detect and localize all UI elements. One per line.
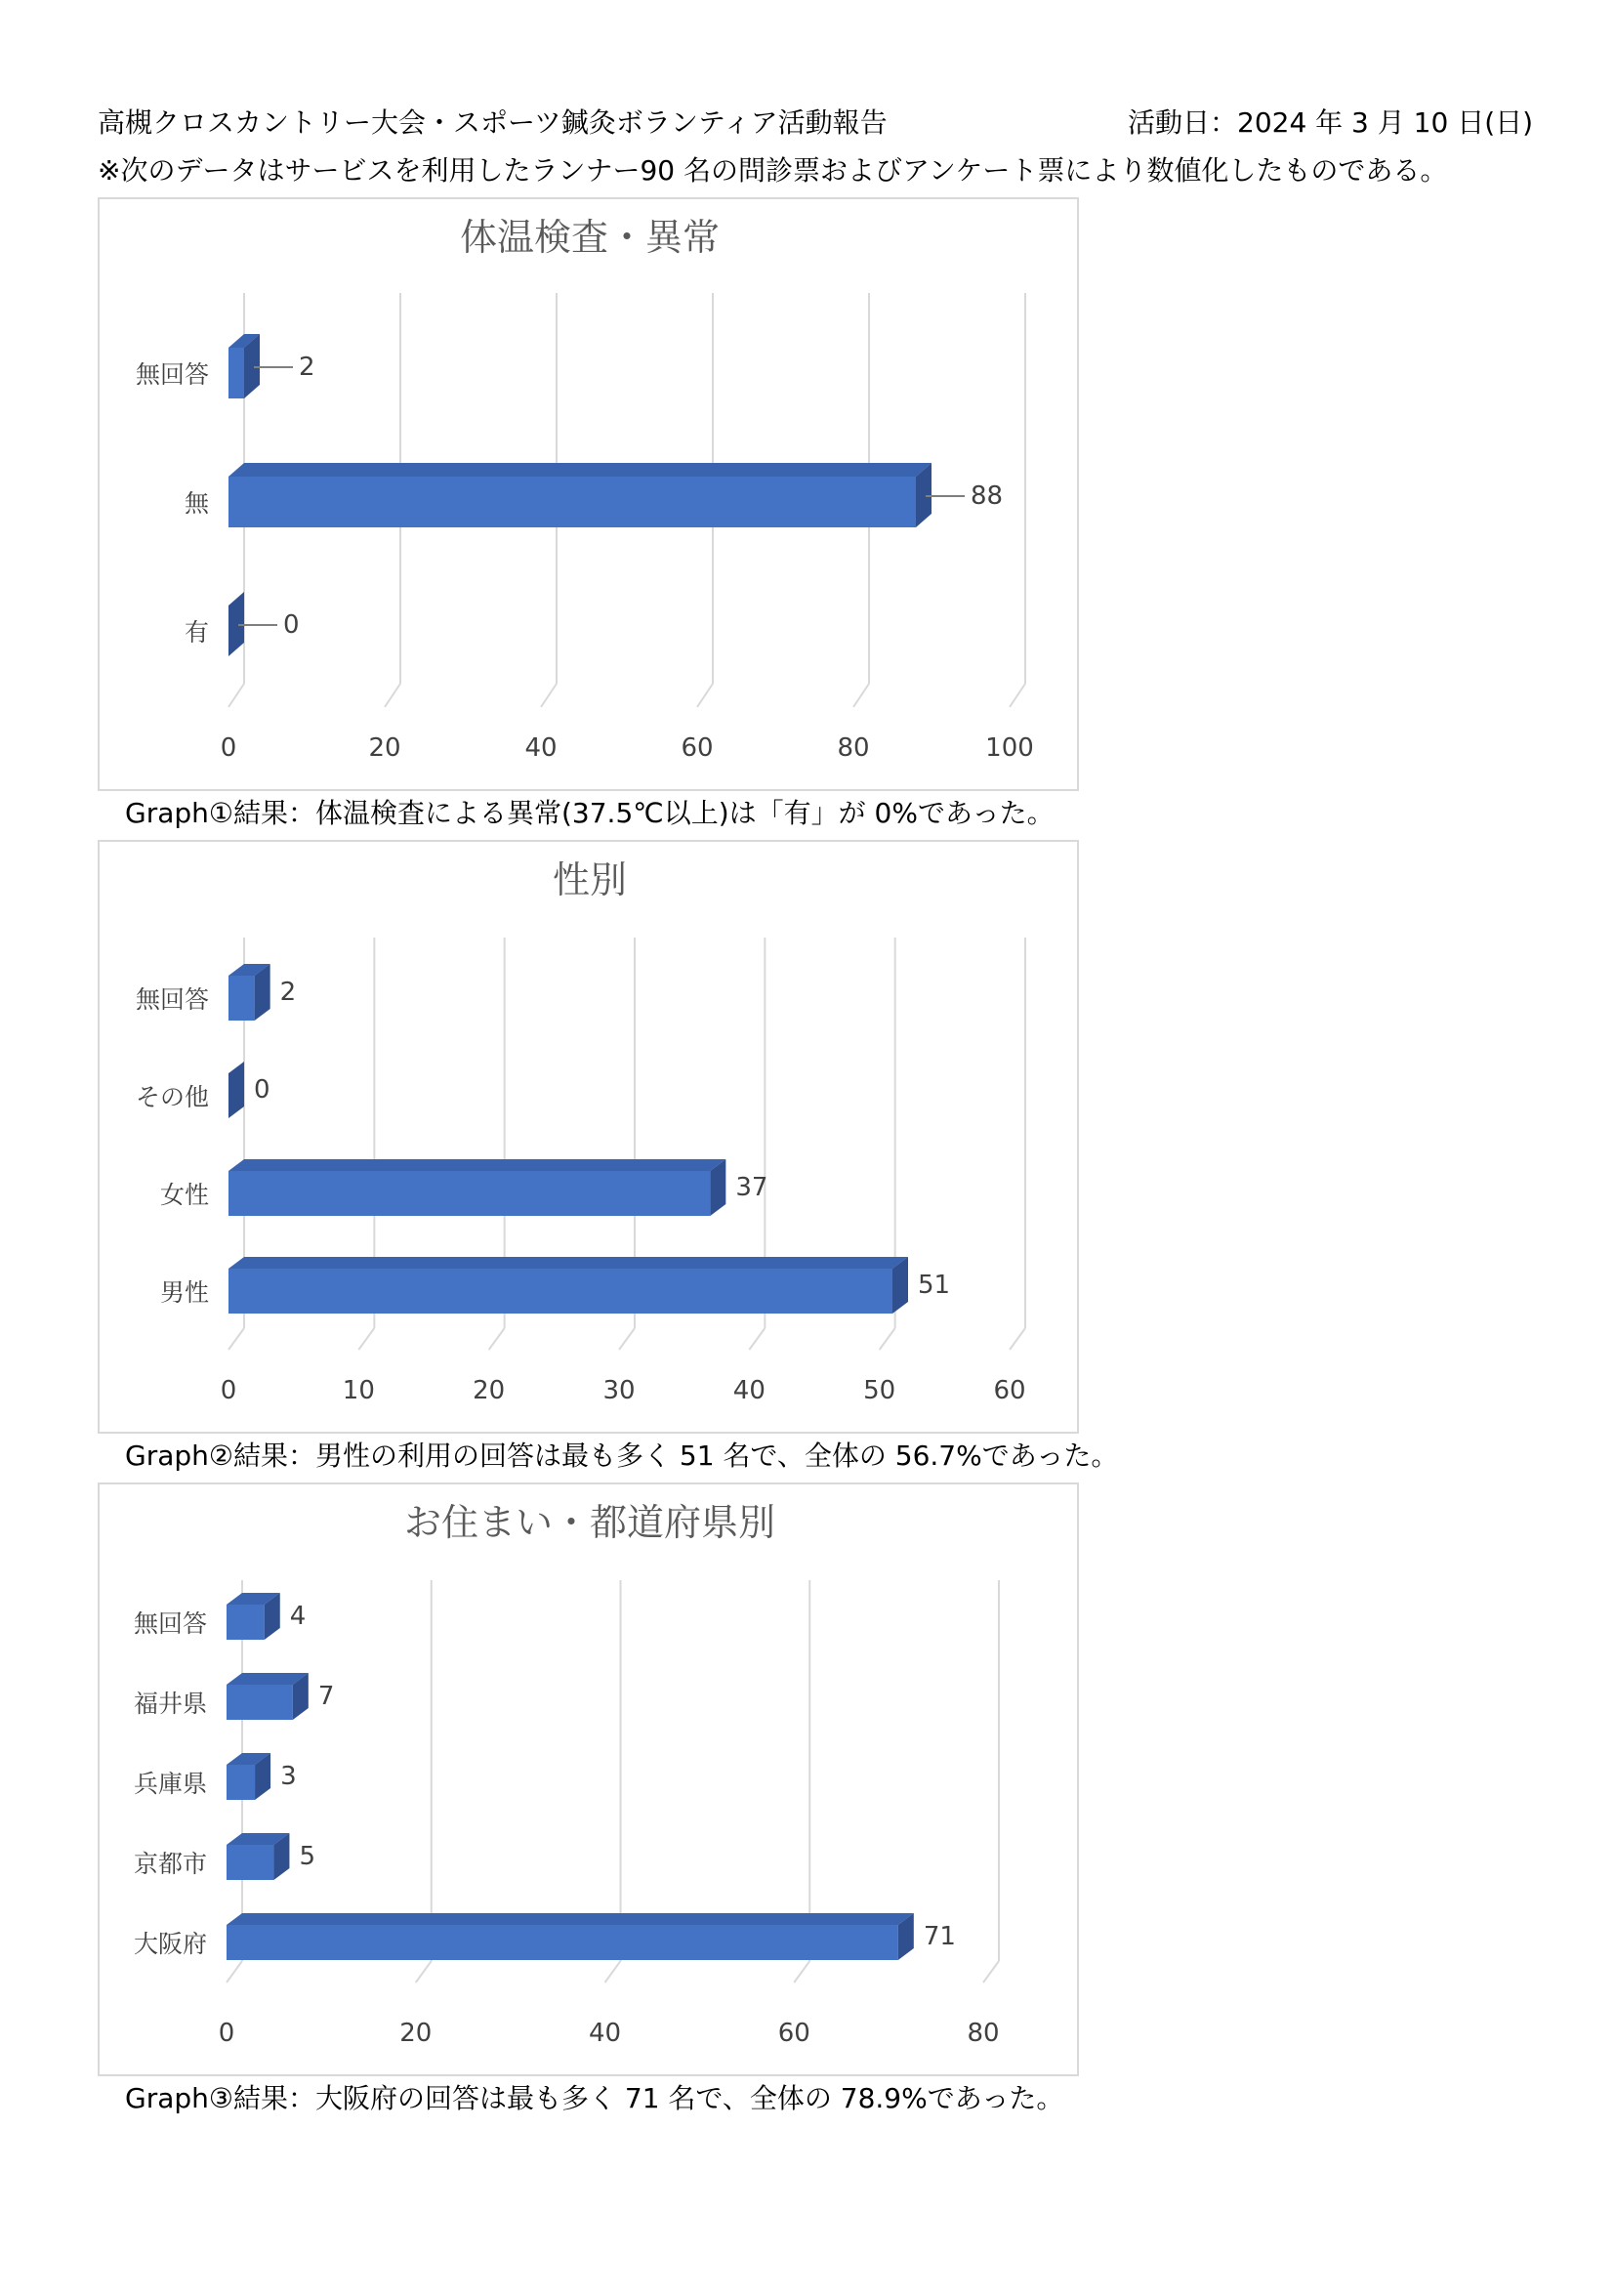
data-note: ※次のデータはサービスを利用したランナー90 名の問診票およびアンケート票により数値化したものである。 (98, 154, 1448, 187)
data-label: 7 (317, 1682, 335, 1711)
x-tick-label: 80 (837, 733, 870, 763)
bar-front (228, 976, 255, 1021)
category-label: 兵庫県 (133, 1770, 207, 1798)
x-tick-label: 30 (602, 1376, 636, 1405)
category-label: 無回答 (135, 985, 209, 1014)
x-tick-label: 20 (473, 1376, 506, 1405)
chart-title: お住まい・都道府県別 (403, 1501, 776, 1544)
gridline-floor (794, 1961, 809, 1983)
bar-top (228, 463, 932, 477)
bar-front (227, 1925, 898, 1960)
report-title: 高槻クロスカントリー大会・スポーツ鍼灸ボランティア活動報告 (98, 106, 888, 139)
gridline-floor (416, 1961, 432, 1983)
gridline-floor (749, 1328, 765, 1350)
bar-front (228, 348, 244, 398)
category-label: 無 (184, 489, 209, 518)
bar-side (228, 1062, 244, 1118)
category-label: 無回答 (135, 360, 209, 389)
data-label: 0 (283, 610, 300, 640)
x-tick-label: 60 (681, 733, 714, 763)
data-label: 71 (923, 1922, 956, 1951)
chart-gender (100, 842, 1081, 1436)
x-tick-label: 40 (524, 733, 558, 763)
gridline-floor (1010, 684, 1025, 707)
chart-panel-temperature (98, 197, 1079, 791)
category-label: 大阪府 (133, 1930, 207, 1958)
x-tick-label: 0 (218, 2019, 235, 2048)
activity-date: 活動日：2024 年 3 月 10 日(日) (1128, 106, 1534, 139)
bar-front (228, 1269, 892, 1314)
chart-panel-gender (98, 840, 1079, 1434)
category-label: 福井県 (133, 1690, 207, 1718)
gridline-floor (228, 1328, 244, 1350)
gridline-floor (697, 684, 713, 707)
category-label: 無回答 (133, 1609, 207, 1638)
data-label: 2 (279, 978, 297, 1007)
gridline-floor (605, 1961, 621, 1983)
x-tick-label: 60 (777, 2019, 810, 2048)
data-label: 51 (918, 1271, 951, 1300)
gridline-floor (853, 684, 869, 707)
gridline-floor (358, 1328, 374, 1350)
x-tick-label: 60 (993, 1376, 1026, 1405)
category-label: その他 (135, 1083, 209, 1111)
gridline-floor (385, 684, 400, 707)
gridline-floor (227, 1961, 242, 1983)
chart-residence (100, 1484, 1081, 2078)
data-label: 4 (289, 1602, 307, 1631)
category-label: 男性 (159, 1278, 209, 1307)
bar-front (227, 1765, 255, 1800)
chart-temperature (100, 199, 1081, 793)
x-tick-label: 100 (985, 733, 1034, 763)
gridline-floor (880, 1328, 895, 1350)
x-tick-label: 80 (967, 2019, 1000, 2048)
data-label: 37 (735, 1173, 768, 1202)
gridline-floor (228, 684, 244, 707)
caption-gender: Graph②結果：男性の利用の回答は最も多く 51 名で、全体の 56.7%であった。 (125, 1440, 1119, 1472)
chart-panel-residence (98, 1482, 1079, 2076)
bar-top (228, 1257, 908, 1269)
category-label: 女性 (159, 1181, 209, 1209)
x-tick-label: 0 (220, 1376, 237, 1405)
x-tick-label: 0 (220, 733, 237, 763)
caption-temperature: Graph①結果：体温検査による異常(37.5℃以上)は「有」が 0%であった。 (125, 797, 1055, 829)
gridline-floor (619, 1328, 635, 1350)
x-tick-label: 20 (368, 733, 401, 763)
data-label: 88 (971, 481, 1004, 511)
bar-top (227, 1913, 914, 1925)
gridline-floor (1010, 1328, 1025, 1350)
bar-front (227, 1685, 293, 1720)
gridline-floor (983, 1961, 999, 1983)
x-tick-label: 40 (588, 2019, 622, 2048)
chart-title: 性別 (552, 858, 628, 901)
data-label: 3 (280, 1762, 297, 1791)
caption-residence: Graph③結果：大阪府の回答は最も多く 71 名で、全体の 78.9%であった。 (125, 2082, 1064, 2114)
x-tick-label: 50 (863, 1376, 896, 1405)
bar-front (228, 477, 916, 527)
category-label: 有 (184, 618, 209, 647)
bar-front (227, 1605, 265, 1640)
chart-title: 体温検査・異常 (459, 216, 721, 259)
bar-front (227, 1845, 273, 1880)
x-tick-label: 20 (399, 2019, 433, 2048)
x-tick-label: 40 (732, 1376, 766, 1405)
gridline-floor (489, 1328, 505, 1350)
x-tick-label: 10 (342, 1376, 375, 1405)
data-label: 5 (299, 1842, 315, 1871)
data-label: 2 (299, 353, 315, 382)
data-label: 0 (254, 1075, 270, 1105)
bar-front (228, 1171, 710, 1216)
bar-top (228, 1159, 725, 1171)
category-label: 京都市 (133, 1850, 207, 1878)
gridline-floor (541, 684, 557, 707)
